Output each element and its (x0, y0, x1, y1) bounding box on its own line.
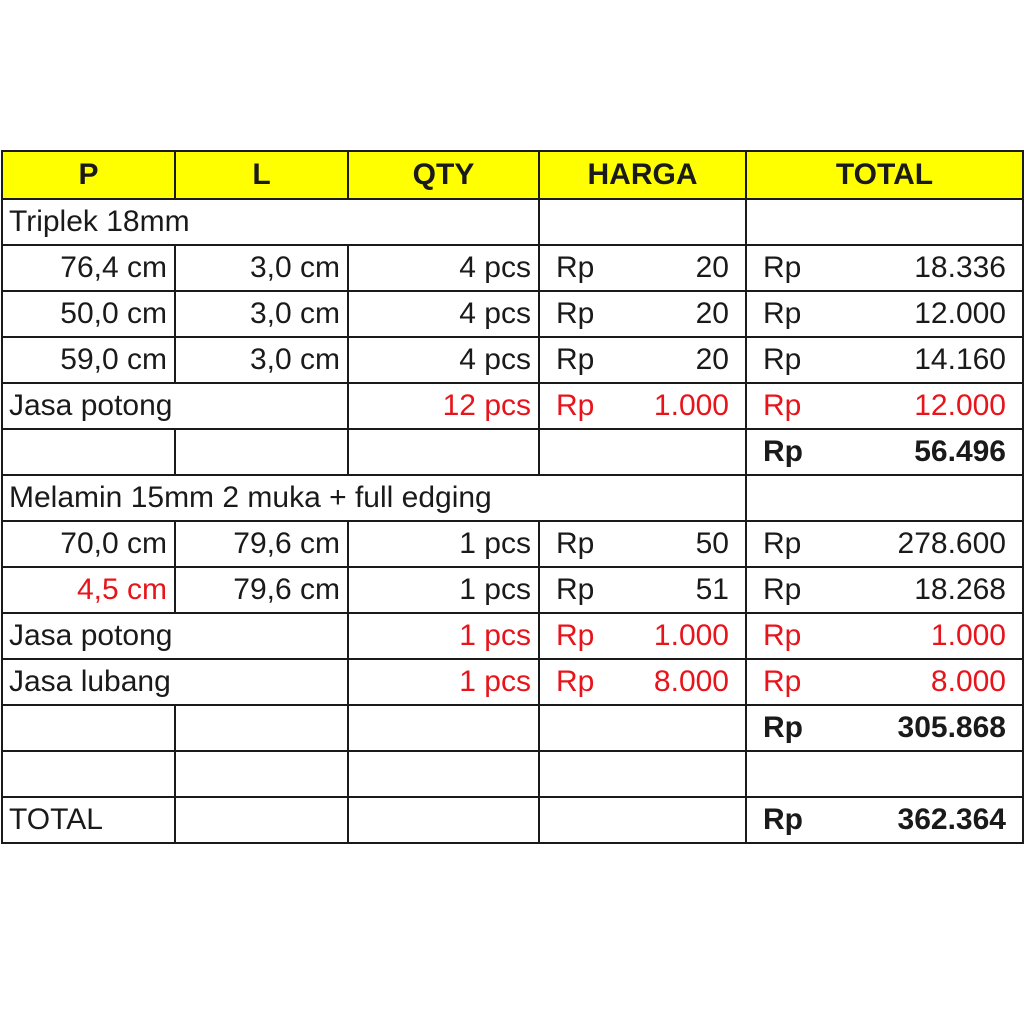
currency-label: Rp (763, 435, 803, 468)
currency-label: Rp (763, 711, 803, 744)
empty-cell (539, 797, 746, 843)
total-value: 12.000 (914, 297, 1006, 330)
total-value: 18.268 (914, 573, 1006, 606)
cell-harga (539, 291, 746, 337)
currency-label: Rp (556, 527, 595, 560)
currency-label: Rp (763, 803, 803, 836)
header-p: P (2, 151, 175, 199)
total-value: 278.600 (897, 527, 1006, 560)
empty-cell (539, 199, 746, 245)
cell-qty: 4 pcs (348, 291, 539, 337)
header-harga: HARGA (539, 151, 746, 199)
empty-cell (746, 199, 1023, 245)
cell-l: 3,0 cm (175, 337, 348, 383)
currency-label: Rp (556, 251, 595, 284)
harga-value: 20 (695, 297, 729, 330)
currency-label: Rp (556, 343, 595, 376)
cell-total (746, 383, 1023, 429)
grand-total-cell (746, 797, 1023, 843)
total-value: 12.000 (914, 389, 1006, 422)
cell-p: 70,0 cm (2, 521, 175, 567)
cell-qty: 4 pcs (348, 245, 539, 291)
total-value: 18.336 (914, 251, 1006, 284)
currency-label: Rp (556, 619, 595, 652)
empty-cell (746, 475, 1023, 521)
cell-total (746, 613, 1023, 659)
cell-p: 59,0 cm (2, 337, 175, 383)
currency-label: Rp (763, 297, 802, 330)
price-table (1, 150, 1024, 844)
cell-qty: 1 pcs (348, 521, 539, 567)
service-label: Jasa lubang (2, 659, 348, 705)
cell-total (746, 521, 1023, 567)
currency-label: Rp (763, 527, 802, 560)
table-row (2, 521, 1023, 567)
service-label: Jasa potong (2, 383, 348, 429)
table-row (2, 567, 1023, 613)
subtotal-row (2, 705, 1023, 751)
empty-cell (539, 429, 746, 475)
currency-label: Rp (763, 343, 802, 376)
header-qty: QTY (348, 151, 539, 199)
price-sheet (1, 150, 1022, 844)
cell-total (746, 567, 1023, 613)
service-row (2, 613, 1023, 659)
cell-qty: 1 pcs (348, 567, 539, 613)
cell-total (746, 291, 1023, 337)
currency-label: Rp (763, 251, 802, 284)
cell-l: 3,0 cm (175, 291, 348, 337)
cell-p: 76,4 cm (2, 245, 175, 291)
cell-total (746, 659, 1023, 705)
grand-total-row (2, 797, 1023, 843)
cell-harga (539, 613, 746, 659)
cell-harga (539, 383, 746, 429)
cell-qty: 12 pcs (348, 383, 539, 429)
section-title-row (2, 475, 1023, 521)
empty-cell (348, 797, 539, 843)
harga-value: 1.000 (653, 619, 729, 652)
empty-cell (2, 705, 175, 751)
empty-cell (2, 429, 175, 475)
currency-label: Rp (556, 573, 595, 606)
service-row (2, 383, 1023, 429)
empty-cell (175, 797, 348, 843)
service-row (2, 659, 1023, 705)
cell-total (746, 337, 1023, 383)
cell-harga (539, 567, 746, 613)
harga-value: 1.000 (653, 389, 729, 422)
empty-cell (175, 751, 348, 797)
currency-label: Rp (556, 297, 595, 330)
harga-value: 8.000 (653, 665, 729, 698)
cell-p: 4,5 cm (2, 567, 175, 613)
empty-cell (746, 751, 1023, 797)
cell-qty: 1 pcs (348, 613, 539, 659)
currency-label: Rp (556, 665, 595, 698)
currency-label: Rp (556, 389, 595, 422)
total-value: 1.000 (930, 619, 1006, 652)
harga-value: 20 (695, 251, 729, 284)
cell-qty: 1 pcs (348, 659, 539, 705)
cell-l: 79,6 cm (175, 521, 348, 567)
cell-l: 79,6 cm (175, 567, 348, 613)
section-title: Melamin 15mm 2 muka + full edging (2, 475, 746, 521)
table-row (2, 245, 1023, 291)
cell-total (746, 245, 1023, 291)
empty-cell (539, 751, 746, 797)
currency-label: Rp (763, 573, 802, 606)
harga-value: 50 (695, 527, 729, 560)
section-title-row (2, 199, 1023, 245)
empty-cell (539, 705, 746, 751)
empty-cell (348, 705, 539, 751)
subtotal-value: 56.496 (914, 435, 1006, 468)
header-total: TOTAL (746, 151, 1023, 199)
service-label: Jasa potong (2, 613, 348, 659)
currency-label: Rp (763, 665, 802, 698)
section-title: Triplek 18mm (2, 199, 539, 245)
cell-harga (539, 337, 746, 383)
cell-l: 3,0 cm (175, 245, 348, 291)
subtotal-value: 305.868 (897, 711, 1006, 744)
cell-harga (539, 245, 746, 291)
table-row (2, 337, 1023, 383)
harga-value: 51 (695, 573, 729, 606)
cell-qty: 4 pcs (348, 337, 539, 383)
header-l: L (175, 151, 348, 199)
subtotal-cell (746, 705, 1023, 751)
subtotal-row (2, 429, 1023, 475)
currency-label: Rp (763, 389, 802, 422)
empty-cell (175, 705, 348, 751)
blank-row (2, 751, 1023, 797)
cell-harga (539, 659, 746, 705)
header-row (2, 151, 1023, 199)
grand-total-value: 362.364 (897, 803, 1006, 836)
harga-value: 20 (695, 343, 729, 376)
cell-p: 50,0 cm (2, 291, 175, 337)
grand-total-label: TOTAL (2, 797, 175, 843)
total-value: 8.000 (930, 665, 1006, 698)
empty-cell (348, 751, 539, 797)
total-value: 14.160 (914, 343, 1006, 376)
subtotal-cell (746, 429, 1023, 475)
empty-cell (2, 751, 175, 797)
currency-label: Rp (763, 619, 802, 652)
empty-cell (348, 429, 539, 475)
empty-cell (175, 429, 348, 475)
cell-harga (539, 521, 746, 567)
table-row (2, 291, 1023, 337)
